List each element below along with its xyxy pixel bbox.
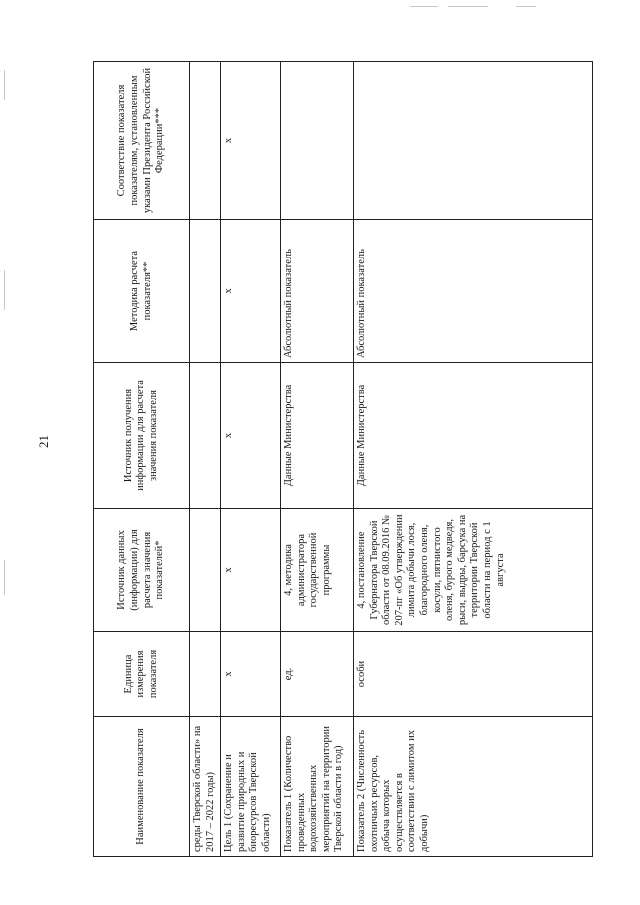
scan-mark [410, 6, 438, 7]
table-cell: Цель 1 (Сохранение и развитие природных и биоресурсов Тверской области) [221, 717, 281, 857]
table-cell [190, 509, 221, 632]
page-number: 21 [36, 435, 51, 448]
scan-mark [4, 70, 5, 100]
table-cell [190, 62, 221, 220]
table-cell: особи [354, 632, 593, 717]
table-cell [281, 62, 354, 220]
table-cell: х [221, 632, 281, 717]
rotated-table-container [93, 62, 593, 857]
table-cell: Данные Министерства [281, 363, 354, 509]
header-info-source: Источник получения информации для расчета значения показателя [94, 363, 190, 509]
header-data-source: Источник данных (информации) для расчета значения показателей* [94, 509, 190, 632]
table-cell: х [221, 220, 281, 363]
scan-mark [4, 270, 5, 310]
header-decree-match: Соответствие показателя показателям, установленным указами Президента Российской Федерации*** [94, 62, 190, 220]
table-cell: Абсолютный показатель [281, 220, 354, 363]
table-row [190, 62, 221, 857]
table-cell: среды Тверской области» на 2017 – 2022 годы) [190, 717, 221, 857]
table-row [354, 62, 593, 857]
table-cell: Абсолютный показатель [354, 220, 593, 363]
table-cell [190, 363, 221, 509]
table-cell: 4, постановление Губернатора Тверской области от 08.09.2016 № 207-пг «Об утверждении лимита добычи лося, благородного оленя, косули, пятнистого оленя, бурого медведя, рыси, выдры, барсука на территории Тверской области на период с 1 августа [354, 509, 593, 632]
table-cell: Показатель 2 (Численность охотничьих ресурсов, добыча которых осуществляется в соответствии с лимитом их добычи) [354, 717, 593, 857]
scan-mark [448, 6, 488, 7]
header-unit: Единица измерения показателя [94, 632, 190, 717]
table-cell: х [221, 62, 281, 220]
table-cell: ед. [281, 632, 354, 717]
table-cell: х [221, 509, 281, 632]
table-cell [354, 62, 593, 220]
scan-mark [4, 560, 5, 595]
table-cell [190, 632, 221, 717]
table-row [281, 62, 354, 857]
table-cell [190, 220, 221, 363]
indicator-table [93, 61, 593, 857]
scan-mark [516, 6, 536, 7]
table-cell: 4, методика администратора государственной программы [281, 509, 354, 632]
header-method: Методика расчета показателя** [94, 220, 190, 363]
table-cell: Показатель 1 (Количество проведенных водохозяйственных мероприятий на территории Тверской области в год) [281, 717, 354, 857]
table-cell: х [221, 363, 281, 509]
table-cell: Данные Министерства [354, 363, 593, 509]
table-row [221, 62, 281, 857]
table-header-row [94, 62, 190, 857]
header-indicator-name: Наименование показателя [94, 717, 190, 857]
